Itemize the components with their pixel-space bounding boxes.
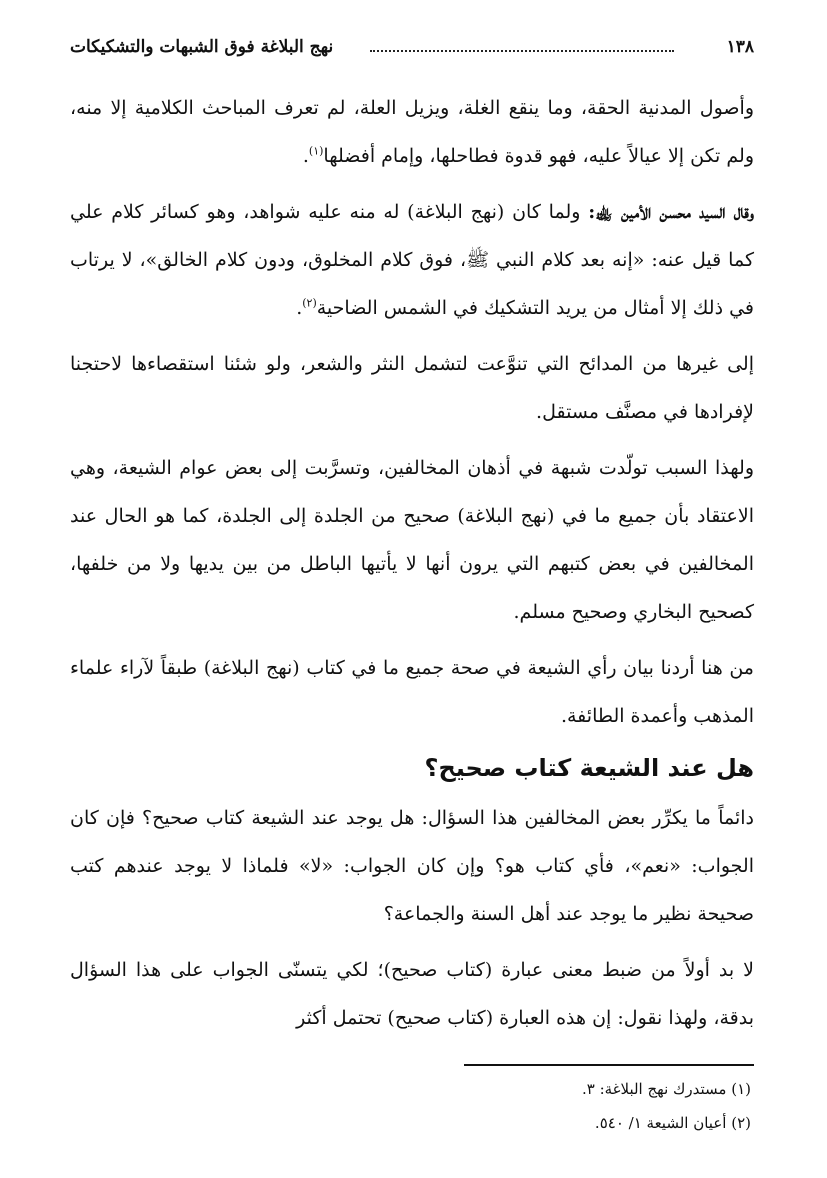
footnote-2: (٢) أعيان الشيعة ١/ ٥٤٠. [594,1114,751,1132]
paragraph-6: دائماً ما يكرِّر بعض المخالفين هذا السؤال: هل يوجد عند الشيعة كتاب صحيح؟ فإن كان الجواب: «نعم»، فأي كتاب هو؟ وإن كان الجواب: «لا» فلماذا لا يوجد عندهم كتب صحيحة نظير ما يوجد عند أهل السنة والجماعة؟ [70,807,754,925]
paragraph-2-end: . [296,297,303,319]
footnote-ref-2: (٢) [302,296,317,310]
paragraph-1 [70,84,754,180]
footnote-1: (١) مستدرك نهج البلاغة: ٣. [581,1080,751,1098]
paragraph-1-text: وأصول المدنية الحقة، وما ينقع الغلة، ويزيل العلة، لم تعرف المباحث الكلامية إلا منه، ولم تكن إلا عيالاً عليه، فهو قدوة فطاحلها، وإمام أفضلها [70,97,754,167]
footnote-separator [464,1064,754,1066]
paragraph-2 [70,188,754,332]
paragraph-7: لا بد أولاً من ضبط معنى عبارة (كتاب صحيح)؛ لكي يتسنّى الجواب على هذا السؤال بدقة، ولهذا نقول: إن هذه العبارة (كتاب صحيح) تحتمل أكثر [70,959,754,1029]
page-number: ١٣٨ [726,37,754,57]
page-body [70,84,754,1050]
running-title: نهج البلاغة فوق الشبهات والتشكيكات [70,37,334,57]
page-header [70,30,754,64]
paragraph-3: إلى غيرها من المدائح التي تنوَّعت لتشمل النثر والشعر، ولو شئنا استقصاءها لاحتجنا لإفرادها في مصنَّف مستقل. [70,353,754,423]
footnote-ref-1: (١) [308,144,324,158]
paragraph-2-text: ولما كان (نهج البلاغة) له منه عليه شواهد، وهو كسائر كلام علي كما قيل عنه: «إنه بعد كلام النبي ﷺ، فوق كلام المخلوق، ودون كلام الخالق»، لا يرتاب في ذلك إلا أمثال من يريد التشكيك في الشمس الضاحية [70,201,754,319]
paragraph-4: ولهذا السبب تولّدت شبهة في أذهان المخالفين، وتسرَّبت إلى بعض عوام الشيعة، وهي الاعتقاد بأن جميع ما في (نهج البلاغة) صحيح من الجلدة إلى الجلدة، كما هو الحال عند المخالفين في بعض كتبهم التي يرون أنها لا يأتيها الباطل من بين يديها ولا من خلفها، كصحيح البخاري وصحيح مسلم. [70,457,754,623]
footnotes [67,1072,751,1140]
quote-attribution: وقال السيد محسن الأمين ﵀: [588,201,754,223]
header-leader-dots [370,50,674,52]
paragraph-1-end: . [302,145,309,167]
section-heading: هل عند الشيعة كتاب صحيح؟ [424,754,754,782]
paragraph-5: من هنا أردنا بيان رأي الشيعة في صحة جميع ما في كتاب (نهج البلاغة) طبقاً لآراء علماء المذهب وأعمدة الطائفة. [70,657,754,727]
